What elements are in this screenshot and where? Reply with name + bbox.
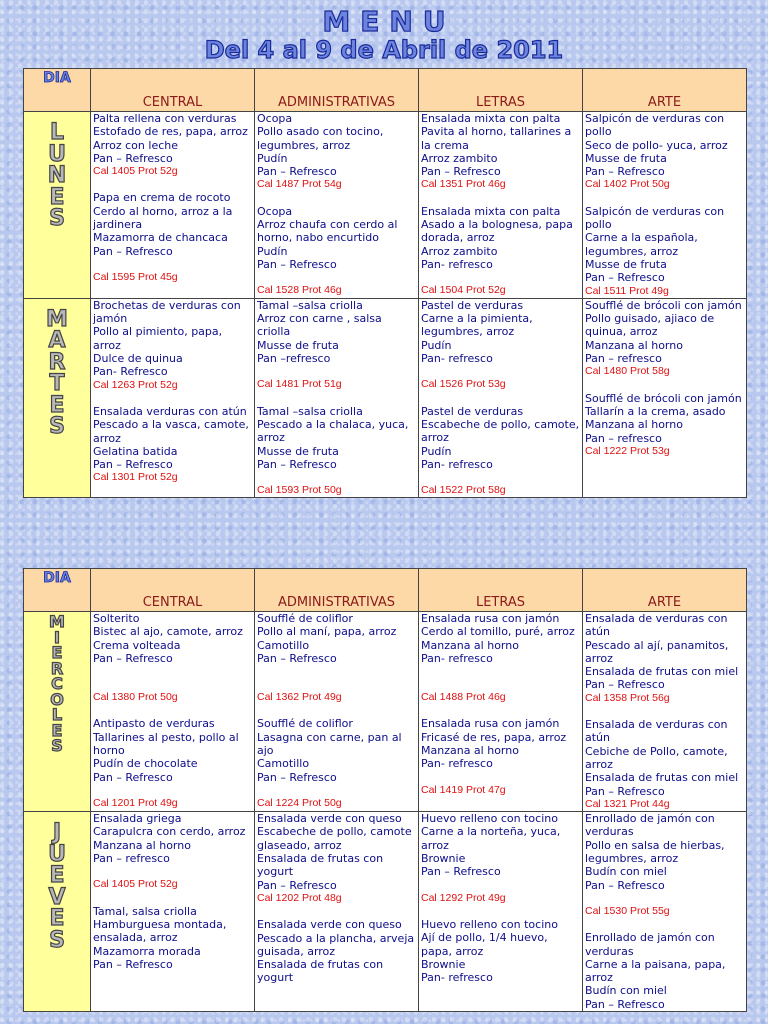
nutrition-info: Cal 1488 Prot 46g (421, 691, 506, 704)
menu-cell-jueves-administrativas: Ensalada verde con queso Escabeche de pollo, camote glaseado, arroz Ensalada de frutas con yogurt Pan – Refresco Cal 1202 Prot 48g Ensalada verde con queso Pescado a la plancha, arveja guisada, arroz Ensalada de frutas con yogurt (255, 812, 419, 1012)
menu-date-range: Del 4 al 9 de Abril de 2011 (204, 36, 564, 64)
menu-cell-miercoles-arte: Ensalada de verduras con atún Pescado al ají, panamitos, arroz Ensalada de frutas con miel Pan – Refresco Cal 1358 Prot 56g Ensalada de verduras con atún Cebiche de Pollo, camote, arroz Ensalada de frutas con miel Pan – Refresco Cal 1321 Prot 44g (583, 612, 747, 812)
nutrition-info: Cal 1222 Prot 53g (585, 444, 670, 457)
nutrition-info: Cal 1201 Prot 49g (93, 796, 178, 809)
column-header-administrativas: ADMINISTRATIVAS (255, 69, 419, 112)
menu-cell-lunes-arte: Salpicón de verduras con pollo Seco de pollo- yuca, arroz Musse de fruta Pan – Refresco Cal 1402 Prot 50g Salpicón de verduras con pollo Carne a la española, legumbres, arroz Musse de fruta Pan – Refresco Cal 1511 Prot 49g (583, 112, 747, 299)
menu-cell-martes-arte: Soufflé de brócoli con jamón Pollo guisado, ajiaco de quinua, arroz Manzana al horno Pan – refresco Cal 1480 Prot 58g Soufflé de brócoli con jamón Tallarín a la crema, asado Manzana al horno Pan – refresco Cal 1222 Prot 53g (583, 298, 747, 498)
nutrition-info: Cal 1419 Prot 47g (421, 783, 506, 796)
nutrition-info: Cal 1528 Prot 46g (257, 284, 342, 297)
nutrition-info: Cal 1487 Prot 54g (257, 178, 342, 191)
nutrition-info: Cal 1526 Prot 53g (421, 378, 506, 391)
nutrition-info: Cal 1593 Prot 50g (257, 484, 342, 497)
column-header-letras: LETRAS (419, 569, 583, 612)
nutrition-info: Cal 1301 Prot 52g (93, 471, 178, 484)
nutrition-info: Cal 1595 Prot 45g (93, 270, 178, 283)
column-header-central: CENTRAL (91, 569, 255, 612)
menu-cell-lunes-central: Palta rellena con verduras Estofado de res, papa, arroz Arroz con leche Pan – Refresco Cal 1405 Prot 52g Papa en crema de rocoto Cerdo al horno, arroz a la jardinera Mazamorra de chancaca Pan – Refresco Cal 1595 Prot 45g (91, 112, 255, 299)
column-header-letras: LETRAS (419, 69, 583, 112)
nutrition-info: Cal 1358 Prot 56g (585, 691, 670, 704)
nutrition-info: Cal 1362 Prot 49g (257, 691, 342, 704)
nutrition-info: Cal 1224 Prot 50g (257, 796, 342, 809)
menu-cell-lunes-administrativas: Ocopa Pollo asado con tocino, legumbres, arroz Pudín Pan – Refresco Cal 1487 Prot 54g Ocopa Arroz chaufa con cerdo al horno, nabo encurtido Pudín Pan – Refresco Cal 1528 Prot 46g (255, 112, 419, 299)
day-row-lunes (24, 112, 747, 299)
nutrition-info: Cal 1351 Prot 46g (421, 178, 506, 191)
nutrition-info: Cal 1530 Prot 55g (585, 904, 670, 917)
menu-cell-martes-letras: Pastel de verduras Carne a la pimienta, legumbres, arroz Pudín Pan- refresco Cal 1526 Prot 53g Pastel de verduras Escabeche de pollo, camote, arroz Pudín Pan- refresco Cal 1522 Prot 58g (419, 298, 583, 498)
nutrition-info: Cal 1321 Prot 44g (585, 797, 670, 810)
day-row-martes (24, 298, 747, 498)
menu-table-week-part-2 (23, 568, 747, 1012)
menu-cell-martes-administrativas: Tamal –salsa criolla Arroz con carne , salsa criolla Musse de fruta Pan –refresco Cal 1481 Prot 51g Tamal –salsa criolla Pescado a la chalaca, yuca, arroz Musse de fruta Pan – Refresco Cal 1593 Prot 50g (255, 298, 419, 498)
nutrition-info: Cal 1405 Prot 52g (93, 165, 178, 178)
day-row-miercoles (24, 612, 747, 812)
column-header-arte: ARTE (583, 69, 747, 112)
day-label-jueves: J U E V E S (24, 812, 91, 1012)
nutrition-info: Cal 1292 Prot 49g (421, 891, 506, 904)
nutrition-info: Cal 1504 Prot 52g (421, 284, 506, 297)
menu-cell-jueves-central: Ensalada griega Carapulcra con cerdo, arroz Manzana al horno Pan – refresco Cal 1405 Prot 52g Tamal, salsa criolla Hamburguesa montada, ensalada, arroz Mazamorra morada Pan – Refresco (91, 812, 255, 1012)
table-header-row (24, 569, 747, 612)
nutrition-info: Cal 1405 Prot 52g (93, 878, 178, 891)
nutrition-info: Cal 1402 Prot 50g (585, 178, 670, 191)
menu-cell-lunes-letras: Ensalada mixta con palta Pavita al horno, tallarines a la crema Arroz zambito Pan – Refresco Cal 1351 Prot 46g Ensalada mixta con palta Asado a la bolognesa, papa dorada, arroz Arroz zambito Pan- refresco Cal 1504 Prot 52g (419, 112, 583, 299)
column-header-arte: ARTE (583, 569, 747, 612)
menu-table-week-part-1 (23, 68, 747, 498)
menu-cell-miercoles-letras: Ensalada rusa con jamón Cerdo al tomillo, puré, arroz Manzana al horno Pan- refresco Cal 1488 Prot 46g Ensalada rusa con jamón Fricasé de res, papa, arroz Manzana al horno Pan- refresco Cal 1419 Prot 47g (419, 612, 583, 812)
nutrition-info: Cal 1522 Prot 58g (421, 484, 506, 497)
menu-cell-martes-central: Brochetas de verduras con jamón Pollo al pimiento, papa, arroz Dulce de quinua Pan- Refresco Cal 1263 Prot 52g Ensalada verduras con atún Pescado a la vasca, camote, arroz Gelatina batida Pan – Refresco Cal 1301 Prot 52g (91, 298, 255, 498)
nutrition-info: Cal 1480 Prot 58g (585, 365, 670, 378)
menu-cell-miercoles-central: Solterito Bistec al ajo, camote, arroz Crema volteada Pan – Refresco Cal 1380 Prot 50g Antipasto de verduras Tallarines al pesto, pollo al horno Pudín de chocolate Pan – Refresco Cal 1201 Prot 49g (91, 612, 255, 812)
menu-title: MENU (322, 5, 456, 38)
menu-cell-miercoles-administrativas: Soufflé de coliflor Pollo al maní, papa, arroz Camotillo Pan – Refresco Cal 1362 Prot 49g Soufflé de coliflor Lasagna con carne, pan al ajo Camotillo Pan – Refresco Cal 1224 Prot 50g (255, 612, 419, 812)
menu-header (0, 5, 768, 64)
menu-cell-jueves-letras: Huevo relleno con tocino Carne a la norteña, yuca, arroz Brownie Pan – Refresco Cal 1292 Prot 49g Huevo relleno con tocino Ají de pollo, 1/4 huevo, papa, arroz Brownie Pan- refresco (419, 812, 583, 1012)
day-row-jueves (24, 812, 747, 1012)
column-header-dia: DIA (24, 69, 91, 112)
nutrition-info: Cal 1511 Prot 49g (585, 284, 669, 297)
table-header-row (24, 69, 747, 112)
nutrition-info: Cal 1380 Prot 50g (93, 691, 178, 704)
nutrition-info: Cal 1263 Prot 52g (93, 378, 178, 391)
column-header-administrativas: ADMINISTRATIVAS (255, 569, 419, 612)
nutrition-info: Cal 1481 Prot 51g (257, 378, 342, 391)
nutrition-info: Cal 1202 Prot 48g (257, 891, 342, 904)
day-label-miercoles: M I E R C O L E S (24, 612, 91, 812)
column-header-dia: DIA (24, 569, 91, 612)
column-header-central: CENTRAL (91, 69, 255, 112)
day-label-martes: M A R T E S (24, 298, 91, 498)
menu-cell-jueves-arte: Enrollado de jamón con verduras Pollo en salsa de hierbas, legumbres, arroz Budín con miel Pan – Refresco Cal 1530 Prot 55g Enrollado de jamón con verduras Carne a la paisana, papa, arroz Budín con miel Pan – Refresco (583, 812, 747, 1012)
day-label-lunes: L U N E S (24, 112, 91, 299)
